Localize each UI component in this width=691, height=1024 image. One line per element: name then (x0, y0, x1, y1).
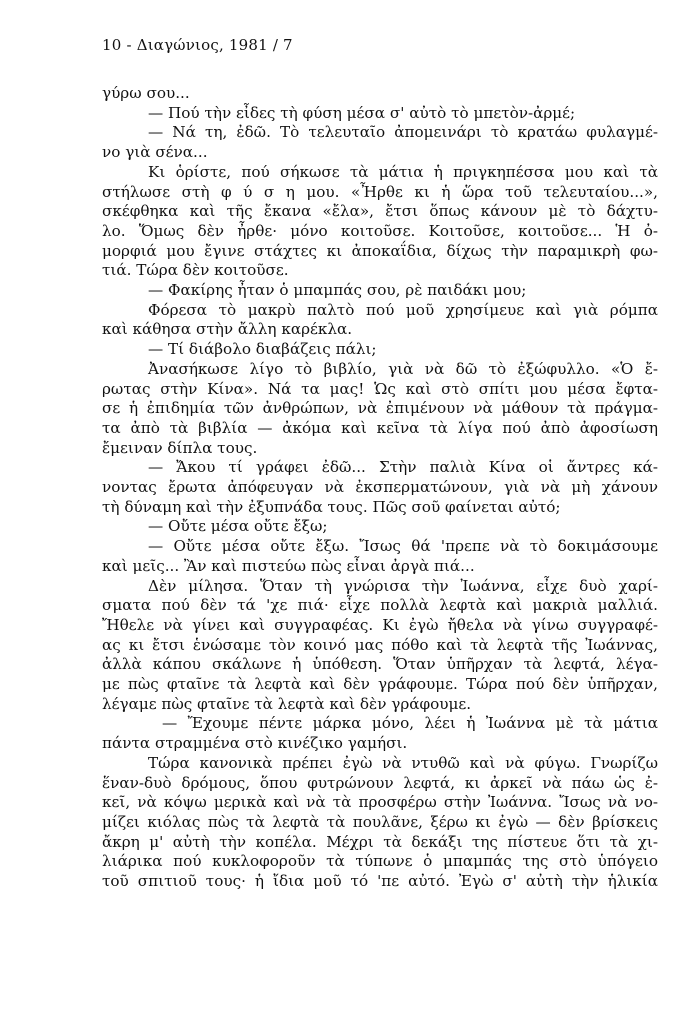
text-line: νοντας ἔρωτα ἀπόφευγαν νὰ ἐκσπερματώνουν, γιὰ νὰ μὴ χάνουν (102, 478, 658, 496)
text-line: ἔμειναν δίπλα τους. (102, 438, 258, 457)
text-line: σματα πού δὲν τά 'χε πιά· εἶχε πολλὰ λεφτὰ καὶ μακριὰ μαλλιά. (102, 596, 658, 615)
text-line: γύρω σου... (102, 84, 190, 102)
text-line: — Ἄκου τί γράφει ἐδῶ... Στὴν παλιὰ Κίνα οἱ ἄντρες κά- (148, 458, 658, 477)
text-line: Ἀνασήκωσε λίγο τὸ βιβλίο, γιὰ νὰ δῶ τὸ ἐξώφυλλο. «Ὁ ἔ- (148, 359, 658, 378)
text-line: ρωτας στὴν Κίνα». Νά τα μας! Ὡς καὶ στὸ σπίτι μου μέσα ἔφτα- (102, 379, 658, 398)
text-line: με πὼς φταῖνε τὰ λεφτὰ καὶ δὲν γράφουμε. Τώρα πού δὲν ὑπῆρχαν, (102, 675, 658, 693)
text-line: — Πού τὴν εἶδες τὴ φύση μέσα σ' αὐτὸ τὸ μπετὸν-ἀρμέ; (148, 103, 576, 122)
text-line: ἀλλὰ κάπου σκάλωνε ἡ ὑπόθεση. Ὅταν ὑπῆρχαν τὰ λεφτά, λέγα- (102, 655, 658, 674)
text-line: μίζει κιόλας πὼς τὰ λεφτὰ τὰ πουλᾶνε, ξέρω κι ἐγὼ — δὲν βρίσκεις (102, 812, 658, 831)
text-line: — Οὔτε μέσα οὔτε ἔξω. Ἴσως θά 'πρεπε νὰ τὸ δοκιμάσουμε (148, 537, 658, 556)
text-line: στήλωσε στὴ φ ύ σ η μου. «Ἦρθε κι ἡ ὥρα τοῦ τελευταίου...», (102, 182, 658, 201)
text-line: τὴ δύναμη καὶ τὴν ἐξυπνάδα τους. Πῶς σοῦ φαίνεται αὐτό; (102, 497, 561, 516)
text-line: τοῦ σπιτιοῦ τους· ἡ ἴδια μοῦ τό 'πε αὐτό. Ἐγὼ σ' αὐτὴ τὴν ἡλικία (102, 872, 658, 890)
text-line: νο γιὰ σένα... (102, 143, 208, 162)
text-line: μορφιά μου ἔγινε στάχτες κι ἀποκαΐδια, δίχως τὴν παραμικρὴ φω- (102, 241, 658, 260)
text-line: Ἤθελε νὰ γίνει καὶ συγγραφέας. Κι ἐγὼ ἤθελα νὰ γίνω συγγραφέ- (102, 615, 658, 634)
text-line: — Οὔτε μέσα οὔτε ἔξω; (148, 517, 328, 536)
text-line: πάντα στραμμένα στὸ κινέζικο γαμήσι. (102, 734, 408, 753)
text-line: σε ἡ ἐπιδημία τῶν ἀνθρώπων, νὰ ἐπιμένουν νὰ μάθουν τὰ πράγμα- (102, 399, 658, 418)
text-line: καὶ κάθησα στὴν ἄλλη καρέκλα. (102, 320, 353, 339)
text-line: καὶ μεῖς... Ἂν καὶ πιστεύω πὼς εἶναι ἀργὰ πιά... (102, 556, 475, 575)
text-line: τιά. Τώρα δὲν κοιτοῦσε. (102, 261, 289, 280)
text-line: Κι ὁρίστε, πού σήκωσε τὰ μάτια ἡ πριγκηπέσσα μου καὶ τὰ (148, 162, 658, 181)
text-line: ας κι ἔτσι ἑνώσαμε τὸν κοινό μας πόθο καὶ τὰ λεφτὰ τῆς Ἰωάννας, (102, 635, 658, 654)
text-line: τα ἀπὸ τὰ βιβλία — ἀκόμα καὶ κεῖνα τὰ λίγα πού ἀπὸ ἀφοσίωση (102, 418, 658, 437)
text-line: — Φακίρης ἦταν ὁ μπαμπάς σου, ρὲ παιδάκι μου; (148, 281, 527, 299)
text-line: — Ἔχουμε πέντε μάρκα μόνο, λέει ἡ Ἰωάννα μὲ τὰ μάτια (162, 714, 658, 733)
text-line: ἕναν-δυὸ δρόμους, ὅπου φυτρώνουν λεφτά, κι ἀρκεῖ νὰ πάω ὡς ἐ- (102, 773, 658, 792)
text-line: Τώρα κανονικὰ πρέπει ἐγὼ νὰ ντυθῶ καὶ νὰ φύγω. Γνωρίζω (148, 753, 658, 772)
text-line: λέγαμε πὼς φταῖνε τὰ λεφτὰ καὶ δὲν γράφουμε. (102, 694, 472, 713)
text-line: Δὲν μίλησα. Ὅταν τὴ γνώρισα τὴν Ἰωάννα, εἶχε δυὸ χαρί- (148, 576, 658, 595)
text-line: λο. Ὅμως δὲν ἦρθε· μόνο κοιτοῦσε. Κοιτοῦσε, κοιτοῦσε... Ἡ ὀ- (102, 221, 658, 240)
text-line: σκέφθηκα καὶ τῆς ἔκανα «ἔλα», ἔτσι ὅπως κάνουν μὲ τὸ δάχτυ- (102, 202, 658, 221)
running-head: 10 - Διαγώνιος, 1981 / 7 (102, 36, 293, 54)
text-line: ἄκρη μ' αὐτὴ τὴν κοπέλα. Μέχρι τὰ δεκάξι της πίστευε ὅτι τὰ χι- (102, 832, 658, 851)
text-line: — Τί διάβολο διαβάζεις πάλι; (148, 340, 377, 359)
text-line: κεῖ, νὰ κόψω μερικὰ καὶ νὰ τὰ προσφέρω στὴν Ἰωάννα. Ἴσως νὰ νο- (102, 793, 658, 812)
text-line: — Νά τη, ἐδῶ. Τὸ τελευταῖο ἀπομεινάρι τὸ κρατάω φυλαγμέ- (148, 123, 658, 142)
text-line: Φόρεσα τὸ μακρὺ παλτὸ πού μοῦ χρησίμευε καὶ γιὰ ρόμπα (148, 300, 658, 319)
text-line: λιάρικα πού κυκλοφοροῦν τὰ τύπωνε ὁ μπαμπάς της στὸ ὑπόγειο (102, 852, 658, 871)
